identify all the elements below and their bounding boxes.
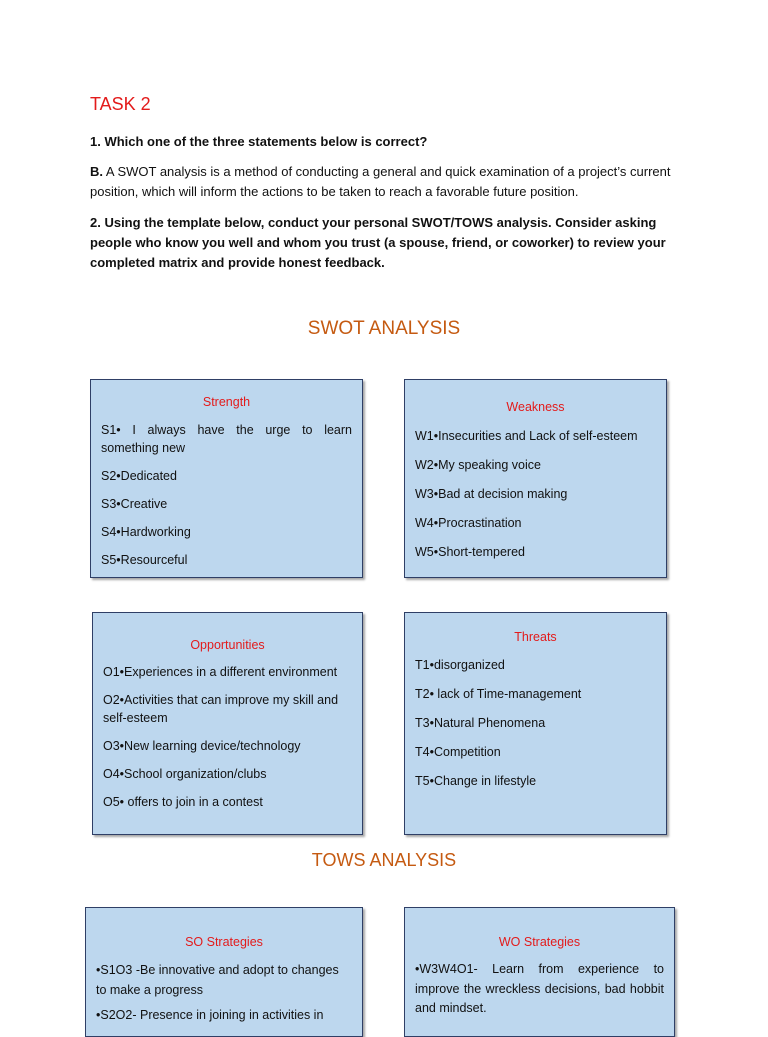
threats-box bbox=[404, 612, 667, 835]
threats-item: T3•Natural Phenomena bbox=[415, 716, 546, 730]
question-2: 2. Using the template below, conduct your personal SWOT/TOWS analysis. Consider asking people who know you well and whom you trust (a spouse, friend, or coworker) to review your completed matrix and provide honest feedback. bbox=[90, 215, 666, 270]
task-title: TASK 2 bbox=[90, 94, 151, 114]
weakness-box bbox=[404, 379, 667, 578]
so-strategies-item: •S1O3 -Be innovative and adopt to changes to make a progress bbox=[96, 963, 339, 997]
threats-title: Threats bbox=[514, 630, 557, 644]
strength-title: Strength bbox=[202, 395, 251, 409]
opportunities-title: Opportunities bbox=[190, 638, 265, 652]
threats-item: T4•Competition bbox=[415, 745, 501, 759]
so-strategies-box bbox=[85, 907, 363, 1037]
weakness-item: W4•Procrastination bbox=[415, 516, 522, 530]
strength-item: S2•Dedicated bbox=[101, 469, 177, 483]
question-1: 1. Which one of the three statements below is correct? bbox=[90, 134, 428, 149]
wo-strategies-title: WO Strategies bbox=[498, 935, 581, 949]
wo-strategies-box bbox=[404, 907, 675, 1037]
answer-b bbox=[90, 162, 680, 202]
weakness-item: W1•Insecurities and Lack of self-esteem bbox=[415, 429, 638, 443]
swot-heading: SWOT ANALYSIS bbox=[307, 318, 461, 339]
strength-item: S4•Hardworking bbox=[101, 525, 191, 539]
opportunities-item: O3•New learning device/technology bbox=[103, 739, 301, 753]
opportunities-box bbox=[92, 612, 363, 835]
tows-heading: TOWS ANALYSIS bbox=[311, 850, 457, 870]
weakness-item: W5•Short-tempered bbox=[415, 545, 525, 559]
threats-item: T2• lack of Time-management bbox=[415, 687, 582, 701]
opportunities-item: O4•School organization/clubs bbox=[103, 767, 267, 781]
threats-item: T5•Change in lifestyle bbox=[415, 774, 537, 788]
opportunities-item: O2•Activities that can improve my skill and self-esteem bbox=[103, 693, 339, 725]
wo-strategies-item: •W3W4O1- Learn from experience to improve the wreckless decisions, bad hobbit and mindset. bbox=[415, 962, 664, 1015]
weakness-item: W2•My speaking voice bbox=[415, 458, 541, 472]
threats-item: T1•disorganized bbox=[415, 658, 505, 672]
answer-label: B. bbox=[90, 164, 103, 179]
strength-item: S5•Resourceful bbox=[101, 553, 188, 567]
answer-text: A SWOT analysis is a method of conducting a general and quick examination of a project’s current position, which will inform the actions to be taken to reach a favorable future position. bbox=[90, 164, 671, 199]
opportunities-item: O5• offers to join in a contest bbox=[103, 795, 263, 809]
strength-box bbox=[90, 379, 363, 578]
so-strategies-title: SO Strategies bbox=[185, 935, 263, 949]
opportunities-item: O1•Experiences in a different environment bbox=[103, 665, 338, 679]
weakness-item: W3•Bad at decision making bbox=[415, 487, 568, 501]
weakness-title: Weakness bbox=[506, 400, 565, 414]
strength-item: S1• I always have the urge to learn something new bbox=[101, 423, 352, 455]
so-strategies-item: •S2O2- Presence in joining in activities in bbox=[96, 1008, 324, 1022]
strength-item: S3•Creative bbox=[101, 497, 168, 511]
